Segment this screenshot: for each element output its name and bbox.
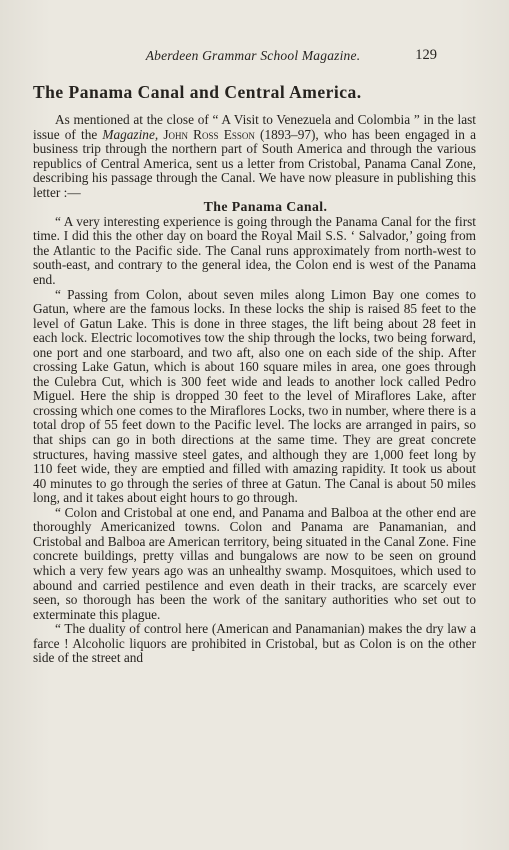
- journal-title: Aberdeen Grammar School Magazine.: [145, 48, 361, 63]
- letter-paragraph: “ The duality of control here (American and Panamanian) makes the dry law a farce ! Alcoholic liquors are prohibited in Cristobal, but as Colon is on the other side of the street and: [33, 621, 476, 666]
- intro-paragraph: [33, 113, 476, 200]
- letter-paragraph: “ A very interesting experience is going through the Panama Canal for the first time. I did this the other day on board the Royal Mail S.S. ‘ Salvador,’ going from the Atlantic to the Pacific side. The Canal runs approximately from north-west to south-east, and contrary to the general idea, the Colon end is west of the Panama end.: [33, 213, 476, 288]
- running-head: [33, 48, 473, 68]
- intro-text-rest: (1893–97), who has been engaged in a business trip through the northern part of South America and through the various republics of Central America, sent us a letter from Cristobal, Panama Canal Zone, describing his passage through the Canal. We have now pleasure in publishing this letter :—: [33, 126, 476, 200]
- letter-subheading: The Panama Canal.: [203, 199, 328, 215]
- page-number: 129: [415, 47, 437, 63]
- article-body: [33, 113, 476, 666]
- intro-text: As mentioned at the close of “ A Visit to Venezuela and Colombia ” in the last issue of the: [33, 112, 476, 142]
- author-name: John Ross Esson: [163, 126, 255, 142]
- letter-paragraph: “ Passing from Colon, about seven miles along Limon Bay one comes to Gatun, where are the famous locks. In these locks the ship is raised 85 feet to the level of Gatun Lake. This is done in three stages, the lift being about 28 feet in each lock. Electric locomotives tow the ship through the locks, two being forward, one port and one starboard, and two aft, also one on each side of the ship. After crossing Lake Gatun, which is about 160 square miles in area, one goes through the Culebra Cut, which is 300 feet wide and leads to another lock called Pedro Miguel. Here the ship is dropped 30 feet to the level of Miraflores Lake, after crossing which one comes to the Miraflores Locks, two in number, where there is a total drop of 55 feet down to the Pacific level. The locks are arranged in pairs, so that ships can go in both directions at the same time. They are great concrete structures, having massive steel gates, and although they are 1,000 feet long by 110 feet wide, they are emptied and filled with amazing rapidity. It took us about 40 minutes to go through the series of three at Gatun. The Canal is about 50 miles long, and it takes about eight hours to go through.: [33, 286, 476, 506]
- magazine-name: Magazine,: [102, 126, 159, 142]
- article-title: The Panama Canal and Central America.: [33, 82, 362, 102]
- letter-paragraph: “ Colon and Cristobal at one end, and Panama and Balboa at the other end are thoroughly Americanized towns. Colon and Panama are Panamanian, and Cristobal and Balboa are American territory, being situated in the Canal Zone. Fine concrete buildings, pretty villas and bungalows are now to be seen on ground which a very few years ago was an unhealthy swamp. Mosquitoes, which used to abound and carried pestilence and even death in their tracks, are scarcely ever seen, so thorough has been the work of the sanitary authorities who set out to exterminate this plague.: [33, 504, 476, 622]
